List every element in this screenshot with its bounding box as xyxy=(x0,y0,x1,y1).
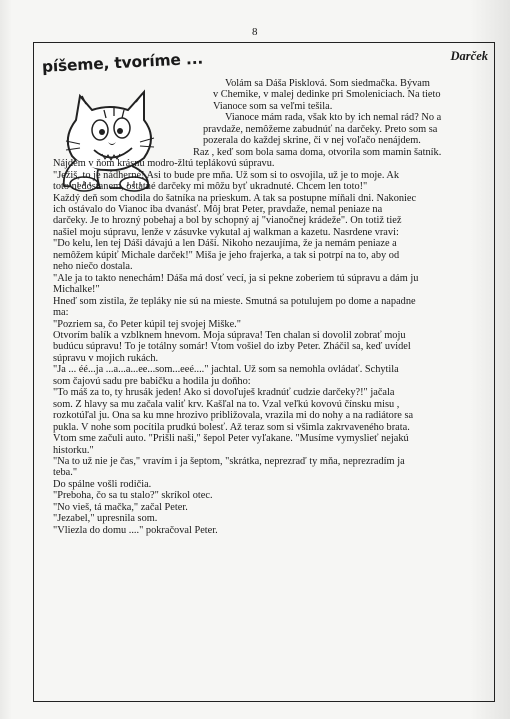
text-line: ma: xyxy=(53,307,69,319)
text-line: "Jezabel," upresnila som. xyxy=(53,513,158,525)
text-line: neho niečo dostala. xyxy=(53,261,133,273)
text-line: "Vliezla do domu ...." pokračoval Peter. xyxy=(53,524,218,536)
article-title: Darček xyxy=(450,49,488,63)
text-line: súpravu v mojich rukách. xyxy=(53,352,159,364)
text-line: som čajovú sadu pre babičku a hodila ju doňho: xyxy=(53,375,251,387)
text-line: toto nedostanem, ostatné darčeky mi môžu byť ukradnuté. Chcem len toto!" xyxy=(53,181,368,193)
text-line: "Pozriem sa, čo Peter kúpil tej svojej Miške." xyxy=(53,318,241,330)
text-line: Každý deň som chodila do šatníka na prieskum. A tak sa postupne míňali dni. Nakoniec xyxy=(53,192,417,204)
text-line: Raz , keď som bola sama doma, otvorila som mamin šatník. xyxy=(193,146,442,158)
text-line: som. Z hlavy sa mu začala valiť krv. Kašľal na to. Vzal veľkú kovovú čínsku misu , xyxy=(53,398,400,410)
text-line: teba." xyxy=(53,467,78,479)
text-line: historku." xyxy=(53,444,94,456)
text-line: "Do kelu, len tej Dáši dávajú a len Dáši. Nikoho nezaujíma, že ja nemám peniaze a xyxy=(53,238,397,250)
text-line: "Ježiš, to je nádherné! Asi to bude pre mňa. Už som si to osvojila, už je to moje. Ak xyxy=(53,169,400,181)
text-line: budúcu súpravu! To je totálny somár! Vtom vošiel do izby Peter. Zháčil sa, keď uvidel xyxy=(53,341,411,353)
text-line: "Ale ja to takto nenechám! Dáša má dosť vecí, ja si pekne zoberiem tú súpravu a dám ju xyxy=(53,272,419,284)
page-number: 8 xyxy=(252,26,258,38)
text-line: "Preboha, čo sa tu stalo?" skríkol otec. xyxy=(53,490,213,502)
text-line: Vianoce mám rada, však kto by ich nemal rád? No a xyxy=(225,112,442,124)
article-text xyxy=(53,78,498,536)
text-line: Nájdem v ňom krásnu modro-žltú teplákovú súpravu. xyxy=(53,158,275,170)
text-line: Volám sa Dáša Pisklová. Som siedmačka. Bývam xyxy=(225,78,430,89)
text-line: pozerala do každej skrine, či v nej voľačo nenájdem. xyxy=(203,135,421,147)
text-line: "Ja ... éé...ja ...a...a...ee...som...eeé...." jachtal. Už som sa nemohla ovládať. Schytila xyxy=(53,364,399,376)
text-line: našiel moju súpravu, lenže v zásuvke vykutal aj walkman a kazetu. Nasrdene vravi: xyxy=(53,226,399,238)
text-line: "Na to už nie je čas," vravím i ja šeptom, "skrátka, neprezraď ty mňa, neprezradím ja xyxy=(53,455,405,467)
text-line: Hneď som zistila, že tepláky nie sú na mieste. Smutná sa potulujem po dome a napadne xyxy=(53,295,416,307)
section-title: píšeme, tvoríme ... xyxy=(41,49,204,76)
text-line: Michalke!" xyxy=(53,284,100,296)
text-line: v Chemike, v malej dedinke pri Smoleniciach. Na tieto xyxy=(213,89,441,101)
text-line: darčeky. Je to hrozný pobehaj a bol by schopný aj "vianočnej krádeže". On totiž tiež xyxy=(53,215,402,227)
text-line: "No vieš, tá mačka," začal Peter. xyxy=(53,501,188,513)
text-line: pukla. V nohe som pocítila prudkú bolesť. Až teraz som si všimla zakrvaveného brata. xyxy=(53,421,410,433)
text-line: Vianoce som sa veľmi tešila. xyxy=(213,100,333,112)
text-line: pravdaže, nemôžeme zabudnúť na darčeky. Preto som sa xyxy=(203,123,438,135)
text-line: Otvorím balík a vzblknem hnevom. Moja súprava! Ten chalan si dovolil zobrať moju xyxy=(53,329,406,341)
text-line: Vtom sme začuli auto. "Prišli naši," šepol Peter vyľakane. "Musíme vymyslieť nejakú xyxy=(53,433,409,445)
text-line: "To máš za to, ty hrusák jeden! Ako si dovoľuješ kradnúť cudzie darčeky?!" jačala xyxy=(53,387,395,399)
text-line: nemôžem kúpiť Michale darček!" Miša je jeho frajerka, a tak si potrpí na to, aby od xyxy=(53,249,400,261)
text-line: ich ostávalo do Vianoc iba dvanásť. Môj brat Peter, pravdaže, nemal peniaze na xyxy=(53,203,383,215)
text-line: rozkotúľal ju. Ona sa ku mne hrozivo približovala, vrazila mi do nohy a na radiátore sa xyxy=(53,410,414,422)
text-line: Do spálne vošli rodičia. xyxy=(53,478,152,490)
